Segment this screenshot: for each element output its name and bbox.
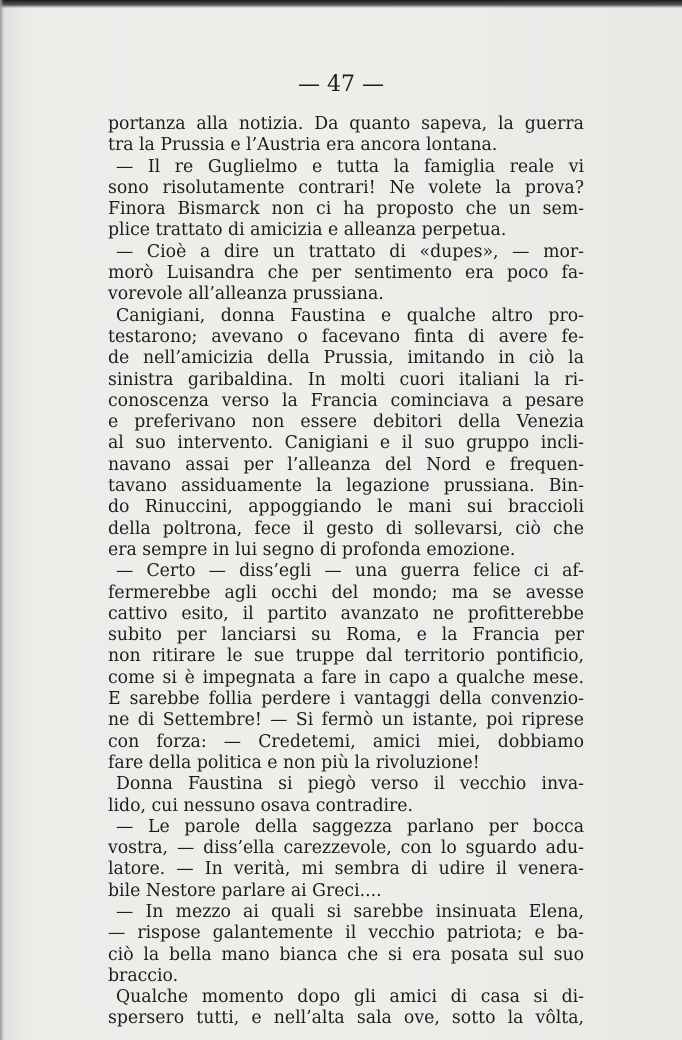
text-line: bile Nestore parlare ai Greci....: [108, 880, 382, 901]
text-line: — Certo — diss’egli — una guerra felice ci af-: [116, 561, 584, 582]
text-line: do Rinuccini, appoggiando le mani sui braccioli: [108, 497, 584, 518]
text-line: ciò la bella mano bianca che si era posata sul suo: [108, 944, 584, 965]
text-line: lido, cui nessuno osava contradire.: [108, 795, 414, 816]
text-line: era sempre in lui segno di profonda emozione.: [108, 539, 516, 560]
text-line: de nell’amicizia della Prussia, imitando in ciò la: [108, 348, 584, 369]
text-line: fermerebbe agli occhi del mondo; ma se avesse: [108, 582, 584, 603]
text-line: testarono; avevano o facevano finta di avere fe-: [108, 326, 584, 347]
text-line: al suo intervento. Canigiani e il suo gruppo incli-: [108, 433, 584, 454]
text-line: con forza: — Credetemi, amici miei, dobbiamo: [108, 731, 584, 752]
text-line: tavano assiduamente la legazione prussiana. Bin-: [108, 476, 584, 497]
text-line: plice trattato di amicizia e alleanza perpetua.: [108, 220, 507, 241]
text-line: vorevole all’alleanza prussiana.: [108, 284, 384, 305]
text-line: Donna Faustina si piegò verso il vecchio inva-: [116, 774, 584, 795]
text-line: vostra, — diss’ella carezzevole, con lo sguardo adu-: [108, 838, 584, 859]
text-line: navano assai per l’alleanza del Nord e frequen-: [108, 454, 584, 475]
text-line: — Le parole della saggezza parlano per bocca: [116, 816, 584, 837]
text-line: ne di Settembre! — Si fermò un istante, poi riprese: [108, 710, 584, 731]
text-line: cattivo esito, il partito avanzato ne profitterebbe: [108, 603, 584, 624]
text-line: Qualche momento dopo gli amici di casa si di-: [116, 987, 584, 1008]
text-line: sinistra garibaldina. In molti cuori italiani la ri-: [108, 369, 584, 390]
text-line: braccio.: [108, 965, 179, 986]
text-line: portanza alla notizia. Da quanto sapeva, la guerra: [108, 114, 584, 134]
text-line: latore. — In verità, mi sembra di udire il venera-: [108, 859, 584, 880]
text-line: della poltrona, fece il gesto di sollevarsi, ciò che: [108, 518, 584, 539]
text-line: spersero tutti, e nell’alta sala ove, sotto la vôlta,: [108, 1008, 584, 1029]
text-line: e preferivano non essere debitori della Venezia: [108, 412, 584, 433]
text-line: conoscenza verso la Francia cominciava a pesare: [108, 390, 584, 411]
text-line: — Il re Guglielmo e tutta la famiglia reale vi: [116, 156, 584, 177]
text-line: E sarebbe follia perdere i vantaggi della convenzio-: [108, 689, 584, 710]
text-line: fare della politica e non più la rivoluzione!: [108, 752, 480, 773]
text-line: Canigiani, donna Faustina e qualche altro pro-: [116, 305, 584, 326]
page-left-edge: [0, 0, 4, 1040]
text-line: sono risolutamente contrari! Ne volete la prova?: [108, 177, 584, 198]
text-line: — In mezzo ai quali si sarebbe insinuata Elena,: [116, 901, 584, 922]
text-line: Finora Bismarck non ci ha proposto che un sem-: [108, 199, 584, 220]
text-line: — rispose galantemente il vecchio patriota; e ba-: [108, 923, 584, 944]
text-line: subito per lanciarsi su Roma, e la Francia per: [108, 625, 584, 646]
body-text: [108, 114, 584, 1030]
text-line: morò Luisandra che per sentimento era poco fa-: [108, 263, 584, 284]
text-line: come si è impegnata a fare in capo a qualche mese.: [108, 667, 584, 688]
text-line: tra la Prussia e l’Austria era ancora lontana.: [108, 135, 498, 156]
page-top-edge: [0, 0, 682, 8]
text-line: non ritirare le sue truppe dal territorio pontificio,: [108, 646, 584, 667]
page-number: — 47 —: [298, 72, 384, 97]
text-line: — Cioè a dire un trattato di «dupes», — mor-: [116, 241, 584, 262]
